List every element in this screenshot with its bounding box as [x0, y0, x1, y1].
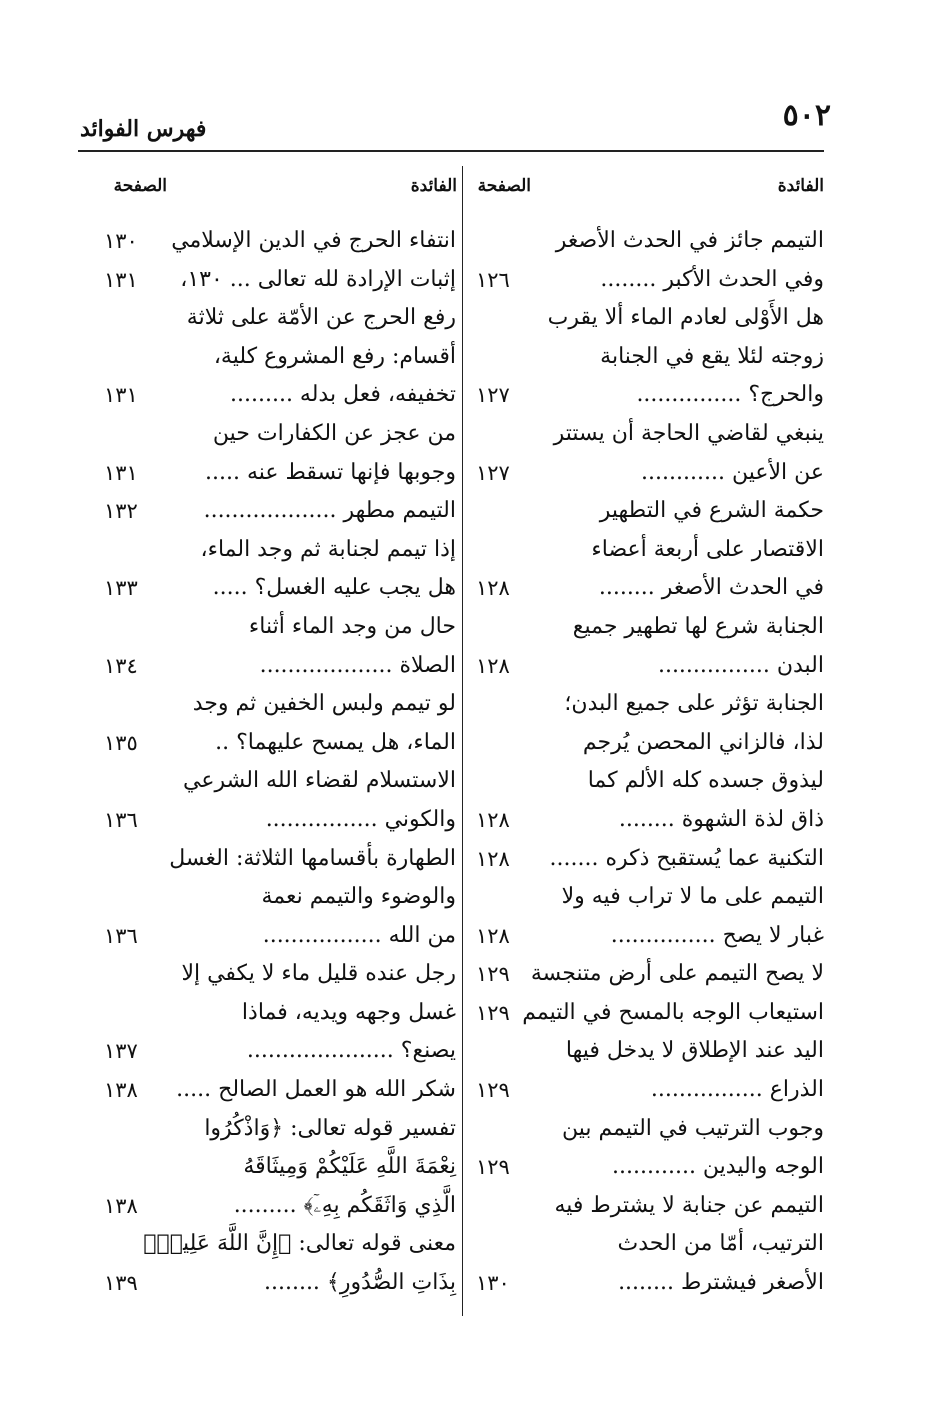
entry-text [192, 608, 456, 685]
left-index-column [104, 222, 456, 1303]
page-reference: ١٢٨ [476, 923, 510, 948]
entry-line: الجنابة تؤثر على جميع البدن؛ [564, 691, 824, 717]
entry-text [522, 994, 824, 1033]
page-reference: ١٢٩ [476, 1155, 510, 1180]
page-reference: ١٢٨ [476, 576, 510, 601]
page-reference: ١٣٨ [104, 1193, 138, 1218]
index-entry [474, 1110, 824, 1187]
index-entry [104, 608, 456, 685]
entry-line: رجل عنده قليل ماء لا يكفي إلا [181, 961, 456, 987]
page-reference: ١٣٤ [104, 653, 138, 678]
entry-text [548, 1032, 824, 1109]
entry-line: التكنية عما يُستقبح ذكره ....... [549, 845, 824, 871]
entry-line: الاستسلام لقضاء الله الشرعي [183, 768, 456, 794]
entry-text [183, 762, 456, 839]
entry-line: الذراع ................ [650, 1077, 824, 1103]
entry-line: التيمم عن جنابة لا يشترط فيه [554, 1192, 824, 1218]
entry-line: لا يصح التيمم على أرض متنجسة [530, 961, 824, 987]
entry-line: زوجته لئلا يقع في الجنابة [600, 343, 824, 369]
index-entry [474, 994, 824, 1033]
page-reference: ١٣٣ [104, 576, 138, 601]
entry-text [548, 492, 824, 608]
entry-text [171, 222, 456, 261]
index-entry [474, 878, 824, 955]
entry-line: حكمة الشرع في التطهير [599, 498, 824, 524]
entry-line: الماء، هل يمسح عليهما؟ .. [215, 729, 456, 755]
page-reference: ١٣٧ [104, 1039, 138, 1064]
entry-line: استيعاب الوجه بالمسح في التيمم [522, 999, 824, 1025]
index-entry [474, 1187, 824, 1303]
page-reference: ١٣٠ [104, 229, 138, 253]
running-title: فهرس الفوائد [80, 116, 207, 142]
entry-line: الصلاة ................... [259, 652, 456, 678]
entry-text [187, 299, 456, 415]
index-entry [104, 1110, 456, 1226]
entry-line: التيمم مطهر ................... [203, 498, 456, 524]
entry-line: البدن ................ [657, 652, 824, 678]
index-entry [104, 261, 456, 300]
entry-line: إثبات الإرادة لله تعالى ... ١٣٠، [180, 266, 456, 292]
entry-line: لذا، فالزاني المحصن يُرجم [582, 729, 824, 755]
entry-line: وفي الحدث الأكبر ........ [600, 266, 824, 292]
index-entry [474, 840, 824, 879]
entry-line: والكوني ................ [265, 806, 456, 832]
entry-line: والحرج؟ ............... [636, 382, 824, 408]
page-reference: ١٣٦ [104, 807, 138, 832]
column-divider [462, 166, 463, 1316]
index-entry [104, 531, 456, 608]
index-entry [474, 222, 824, 299]
entry-line: شكر الله هو العمل الصالح ..... [176, 1077, 456, 1103]
header-rule [78, 150, 824, 152]
entry-text [531, 955, 824, 994]
entry-line: ليذوق جسده كله الألم كما [587, 768, 824, 794]
entry-line: الترتيب، أمّا من الحدث [617, 1231, 824, 1257]
entry-text [548, 299, 824, 415]
page-reference: ١٢٧ [476, 383, 510, 408]
entry-text [548, 878, 824, 955]
entry-text [548, 415, 824, 492]
index-entry [104, 299, 456, 415]
index-entry [104, 840, 456, 956]
entry-line: تفسير قوله تعالى: ﴿وَاذْكُرُوا [204, 1115, 456, 1141]
left-col-page-header: الصفحة [113, 176, 167, 196]
index-entry [474, 685, 824, 839]
index-entry [474, 415, 824, 492]
entry-text [169, 840, 456, 956]
entry-line: انتفاء الحرج في الدين الإسلامي [171, 228, 456, 253]
page-reference: ١٢٧ [476, 460, 510, 485]
index-entry [474, 1032, 824, 1109]
entry-text [176, 1071, 456, 1110]
index-entry [474, 492, 824, 608]
entry-text [192, 1110, 456, 1226]
page-reference: ١٢٩ [476, 1000, 510, 1025]
entry-line: الاقتصار على أربعة أعضاء [591, 536, 824, 562]
entry-line: معنى قوله تعالى: ﴿إِنَّ اللَّهَ عَلِيمٌۢ [143, 1231, 456, 1257]
entry-line: إذا تيمم لجنابة ثم وجد الماء، [200, 536, 456, 562]
entry-line: من الله ................. [262, 922, 456, 948]
entry-line: عن الأعين ............ [641, 459, 824, 485]
entry-line: تخفيفه، فعل بدله ......... [230, 382, 456, 408]
index-entry [474, 955, 824, 994]
page-number: ٥٠٢ [782, 98, 831, 133]
page-reference: ١٣١ [104, 267, 138, 292]
entry-line: من عجز عن الكفارات حين [212, 420, 456, 446]
entry-line: رفع الحرج عن الأمّة على ثلاثة [186, 305, 456, 331]
index-entry [104, 222, 456, 261]
entry-text [548, 608, 824, 685]
page-reference: ١٣٨ [104, 1078, 138, 1103]
page-reference: ١٣١ [104, 383, 138, 408]
index-entry [474, 299, 824, 415]
right-col-benefit-header: الفائدة [777, 176, 824, 196]
entry-line: الطهارة بأقسامها الثلاثة: الغسل [169, 845, 456, 871]
page-reference: ١٢٩ [476, 1078, 510, 1103]
entry-line: وجوبها فإنها تسقط عنه ..... [204, 459, 456, 485]
entry-line: حال من وجد الماء أثناء [248, 613, 456, 639]
page-reference: ١٢٩ [476, 962, 510, 987]
index-entry [104, 685, 456, 762]
entry-line: نِعْمَةَ اللَّهِ عَلَيْكُمْ وَمِيثَاقَهُ [243, 1154, 456, 1180]
index-entry [104, 1225, 456, 1302]
entry-line: غسل وجهه ويديه، فماذا [241, 999, 456, 1025]
entry-text [143, 1225, 456, 1302]
entry-line: هل الأَوْلى لعادم الماء ألا يقرب [547, 305, 824, 331]
page-reference: ١٣١ [104, 460, 138, 485]
entry-line: الجنابة شرع لها تطهير جميع [572, 613, 824, 639]
page-reference: ١٣٢ [104, 499, 138, 524]
entry-line: يصنع؟ ..................... [246, 1038, 456, 1064]
page-reference: ١٣٦ [104, 923, 138, 948]
page-reference: ١٣٥ [104, 730, 138, 755]
entry-line: الَّذِي وَاثَقَكُم بِهِۦٓ﴾ ......... [233, 1192, 456, 1218]
entry-text [548, 840, 824, 879]
entry-text [548, 1110, 824, 1187]
entry-text [548, 1187, 824, 1303]
left-col-benefit-header: الفائدة [410, 176, 457, 196]
index-entry [104, 1071, 456, 1110]
entry-text [180, 261, 456, 300]
entry-line: بِذَاتِ الصُّدُورِ﴾ ........ [263, 1270, 456, 1296]
entry-line: التيمم على ما لا تراب فيه ولا [561, 884, 824, 910]
page-reference: ١٣٩ [104, 1271, 138, 1296]
entry-line: ذاق لذة الشهوة ........ [618, 806, 824, 832]
entry-line: ينبغي لقاضي الحاجة أن يستتر [553, 420, 824, 446]
entry-line: والوضوء والتيمم نعمة [261, 884, 456, 910]
index-entry [104, 955, 456, 1071]
page-reference: ١٣٠ [476, 1271, 510, 1296]
entry-line: في الحدث الأصغر ........ [598, 575, 824, 601]
index-entry [104, 415, 456, 492]
entry-text [192, 492, 456, 531]
entry-line: اليد عند الإطلاق لا يدخل فيها [565, 1038, 824, 1064]
entry-line: لو تيمم ولبس الخفين ثم وجد [192, 691, 456, 717]
entry-text [192, 415, 456, 492]
right-index-column [474, 222, 824, 1303]
right-col-page-header: الصفحة [477, 176, 531, 196]
page-reference: ١٢٨ [476, 653, 510, 678]
entry-text [548, 222, 824, 299]
entry-line: أقسام: رفع المشروع كلية، [213, 343, 456, 369]
page-reference: ١٢٨ [476, 846, 510, 871]
entry-text [192, 685, 456, 762]
entry-line: الأصغر فيشترط ........ [618, 1270, 824, 1296]
entry-text [192, 531, 456, 608]
entry-line: وجوب الترتيب في التيمم بين [561, 1115, 824, 1141]
entry-line: الوجه واليدين ............ [612, 1154, 824, 1180]
page-reference: ١٢٨ [476, 807, 510, 832]
index-entry [474, 608, 824, 685]
entry-line: غبار لا يصح ............... [610, 922, 824, 948]
entry-text [548, 685, 824, 839]
entry-text [181, 955, 456, 1071]
index-entry [104, 492, 456, 531]
page-reference: ١٢٦ [476, 267, 510, 292]
index-entry [104, 762, 456, 839]
entry-line: هل يجب عليه الغسل؟ ..... [212, 575, 456, 601]
entry-line: التيمم جائز في الحدث الأصغر [555, 228, 824, 253]
